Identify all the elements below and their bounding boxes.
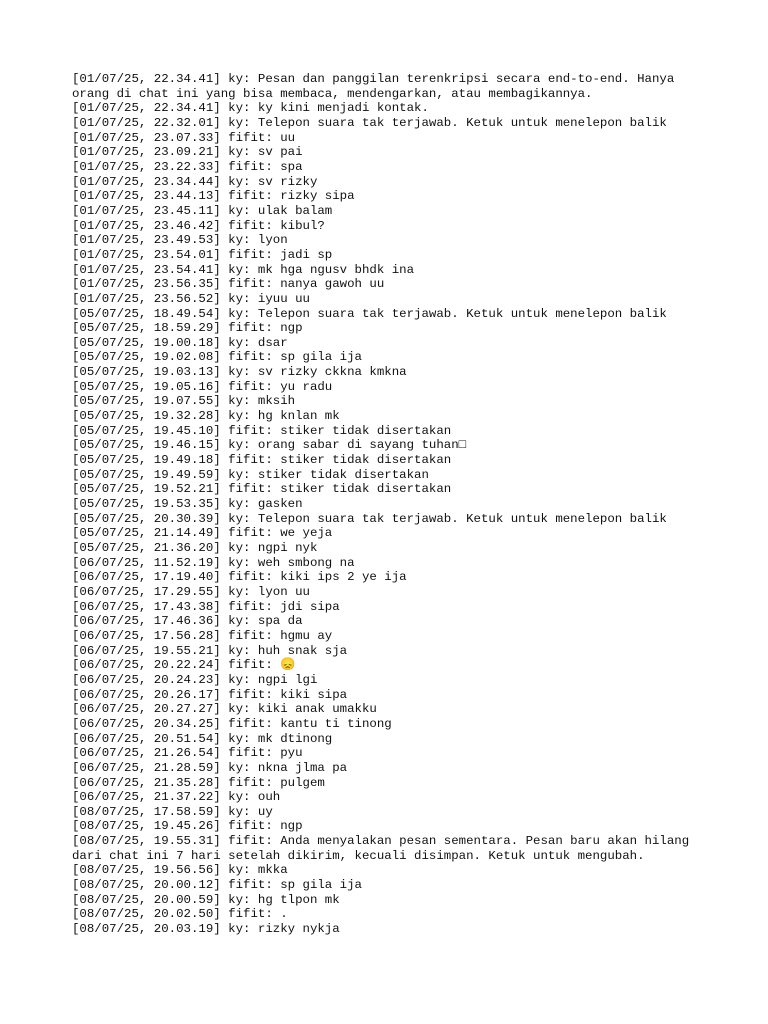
chat-log-line: [01/07/25, 22.34.41] ky: ky kini menjadi kontak. xyxy=(72,101,429,116)
chat-log-line: [06/07/25, 11.52.19] ky: weh smbong na xyxy=(72,555,355,570)
chat-log-line: [06/07/25, 21.26.54] fifit: pyu xyxy=(72,746,303,761)
chat-log-line: [05/07/25, 19.03.13] ky: sv rizky ckkna kmkna xyxy=(72,365,407,380)
chat-log-line: [08/07/25, 20.02.50] fifit: . xyxy=(72,907,288,922)
chat-log-line: [05/07/25, 19.00.18] ky: dsar xyxy=(72,335,288,350)
chat-log-line: [05/07/25, 18.59.29] fifit: ngp xyxy=(72,321,303,336)
chat-log-line: [05/07/25, 18.49.54] ky: Telepon suara tak terjawab. Ketuk untuk menelepon balik xyxy=(72,306,667,321)
chat-log-line: [06/07/25, 17.29.55] ky: lyon uu xyxy=(72,584,310,599)
chat-log-line: [08/07/25, 20.03.19] ky: rizky nykja xyxy=(72,922,340,937)
chat-log-line: [08/07/25, 20.00.12] fifit: sp gila ija xyxy=(72,878,362,893)
chat-log-line: [06/07/25, 20.51.54] ky: mk dtinong xyxy=(72,731,333,746)
chat-log-line: [05/07/25, 19.49.18] fifit: stiker tidak disertakan xyxy=(72,453,452,468)
chat-log-line: [01/07/25, 23.44.13] fifit: rizky sipa xyxy=(72,189,355,204)
chat-log-line: [06/07/25, 17.43.38] fifit: jdi sipa xyxy=(72,599,340,614)
chat-log-line: [06/07/25, 20.34.25] fifit: kantu ti tinong xyxy=(72,716,392,731)
chat-log-line: [01/07/25, 23.49.53] ky: lyon xyxy=(72,233,288,248)
chat-log-line: dari chat ini 7 hari setelah dikirim, kecuali disimpan. Ketuk untuk mengubah. xyxy=(72,848,645,863)
chat-log-line: [01/07/25, 23.56.52] ky: iyuu uu xyxy=(72,291,310,306)
chat-log-line: [06/07/25, 17.56.28] fifit: hgmu ay xyxy=(72,628,333,643)
chat-log-line: [05/07/25, 19.49.59] ky: stiker tidak disertakan xyxy=(72,467,429,482)
chat-log-line: [05/07/25, 19.32.28] ky: hg knlan mk xyxy=(72,409,340,424)
chat-log-line: [08/07/25, 20.00.59] ky: hg tlpon mk xyxy=(72,892,340,907)
chat-log-line: [01/07/25, 23.45.11] ky: ulak balam xyxy=(72,203,333,218)
chat-log-line: [01/07/25, 23.34.44] ky: sv rizky xyxy=(72,174,318,189)
chat-log-line: [05/07/25, 19.53.35] ky: gasken xyxy=(72,497,303,512)
chat-log-line: [01/07/25, 23.09.21] ky: sv pai xyxy=(72,145,303,160)
chat-log-line: [08/07/25, 17.58.59] ky: uy xyxy=(72,804,273,819)
chat-log-line: [01/07/25, 23.54.41] ky: mk hga ngusv bhdk ina xyxy=(72,262,415,277)
chat-log-line: [08/07/25, 19.56.56] ky: mkka xyxy=(72,863,288,878)
chat-log-line: [06/07/25, 17.46.36] ky: spa da xyxy=(72,614,303,629)
chat-log-line: [01/07/25, 22.32.01] ky: Telepon suara tak terjawab. Ketuk untuk menelepon balik xyxy=(72,115,667,130)
chat-log-line: [06/07/25, 21.28.59] ky: nkna jlma pa xyxy=(72,760,348,775)
chat-log-page xyxy=(72,72,700,937)
chat-log-line: [06/07/25, 21.35.28] fifit: pulgem xyxy=(72,775,325,790)
chat-log-line: [06/07/25, 20.24.23] ky: ngpi lgi xyxy=(72,672,318,687)
chat-log-line: [06/07/25, 20.22.24] fifit: 😞 xyxy=(72,658,296,673)
chat-log-line: [01/07/25, 23.46.42] fifit: kibul? xyxy=(72,218,325,233)
chat-log-line: [08/07/25, 19.45.26] fifit: ngp xyxy=(72,819,303,834)
chat-log-line: [01/07/25, 23.07.33] fifit: uu xyxy=(72,130,296,145)
chat-log-line: [08/07/25, 19.55.31] fifit: Anda menyalakan pesan sementara. Pesan baru akan hilang xyxy=(72,834,690,849)
chat-log-line: [01/07/25, 23.22.33] fifit: spa xyxy=(72,159,303,174)
chat-log-line: [06/07/25, 17.19.40] fifit: kiki ips 2 ye ija xyxy=(72,570,407,585)
chat-log-line: [05/07/25, 19.45.10] fifit: stiker tidak disertakan xyxy=(72,423,452,438)
chat-log-line: [05/07/25, 21.36.20] ky: ngpi nyk xyxy=(72,541,318,555)
chat-log-line: [05/07/25, 20.30.39] ky: Telepon suara tak terjawab. Ketuk untuk menelepon balik xyxy=(72,511,667,526)
chat-log-line: [01/07/25, 23.56.35] fifit: nanya gawoh uu xyxy=(72,277,385,292)
chat-log-line: [06/07/25, 20.26.17] fifit: kiki sipa xyxy=(72,687,348,702)
chat-log-line: [05/07/25, 21.14.49] fifit: we yeja xyxy=(72,526,333,541)
chat-log-line: [05/07/25, 19.02.08] fifit: sp gila ija xyxy=(72,350,362,365)
chat-log-line: [06/07/25, 20.27.27] ky: kiki anak umakku xyxy=(72,702,377,717)
chat-log-line: [06/07/25, 21.37.22] ky: ouh xyxy=(72,790,281,805)
chat-log-line: [05/07/25, 19.05.16] fifit: yu radu xyxy=(72,379,333,394)
chat-log-line: [01/07/25, 22.34.41] ky: Pesan dan panggilan terenkripsi secara end-to-end. Hanya xyxy=(72,72,675,86)
chat-log-line: [05/07/25, 19.52.21] fifit: stiker tidak disertakan xyxy=(72,482,452,497)
chat-log-line: [05/07/25, 19.46.15] ky: orang sabar di sayang tuhan□ xyxy=(72,438,467,453)
chat-log-line: [05/07/25, 19.07.55] ky: mksih xyxy=(72,394,296,409)
chat-log-line: [01/07/25, 23.54.01] fifit: jadi sp xyxy=(72,247,333,262)
chat-log-line: orang di chat ini yang bisa membaca, mendengarkan, atau membagikannya. xyxy=(72,86,593,101)
chat-log-line: [06/07/25, 19.55.21] ky: huh snak sja xyxy=(72,643,348,658)
